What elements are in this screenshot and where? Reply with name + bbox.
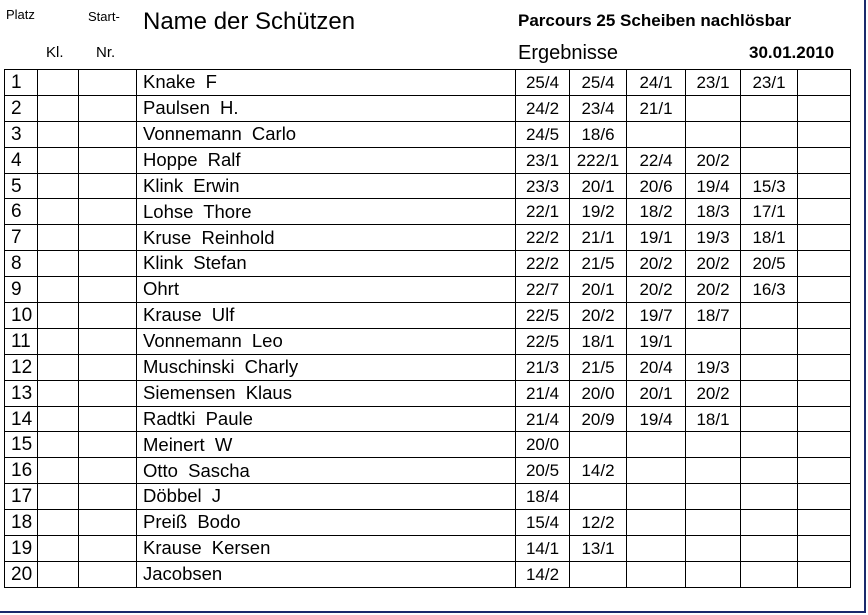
shooter-name-cell: Krause Kersen (137, 536, 516, 562)
result-cell (798, 484, 851, 510)
start-number-cell (79, 303, 137, 329)
result-cell: 19/1 (627, 328, 686, 354)
result-cell: 22/5 (516, 303, 570, 329)
rank-cell: 8 (5, 251, 38, 277)
result-cell (798, 277, 851, 303)
start-number-cell (79, 432, 137, 458)
result-cell: 16/3 (741, 277, 798, 303)
result-cell: 22/2 (516, 225, 570, 251)
start-number-cell (79, 484, 137, 510)
start-number-cell (79, 121, 137, 147)
result-cell: 19/4 (627, 406, 686, 432)
result-cell: 20/2 (686, 277, 741, 303)
shooter-name-cell: Siemensen Klaus (137, 380, 516, 406)
start-number-cell (79, 561, 137, 587)
result-cell: 20/0 (570, 380, 627, 406)
start-number-cell (79, 173, 137, 199)
shooter-name-cell: Radtki Paule (137, 406, 516, 432)
class-cell (38, 251, 79, 277)
result-cell (798, 199, 851, 225)
result-cell: 12/2 (570, 510, 627, 536)
result-cell (798, 173, 851, 199)
result-cell: 25/4 (516, 70, 570, 96)
result-cell (741, 406, 798, 432)
shooter-name-cell: Preiß Bodo (137, 510, 516, 536)
rank-cell: 11 (5, 328, 38, 354)
result-cell (686, 432, 741, 458)
result-cell (741, 147, 798, 173)
table-row (5, 510, 851, 536)
start-number-cell (79, 380, 137, 406)
result-cell: 20/5 (741, 251, 798, 277)
result-cell: 18/1 (570, 328, 627, 354)
result-cell (798, 536, 851, 562)
rank-cell: 14 (5, 406, 38, 432)
result-cell: 23/4 (570, 95, 627, 121)
result-cell: 222/1 (570, 147, 627, 173)
result-cell: 18/1 (686, 406, 741, 432)
result-cell (627, 484, 686, 510)
result-cell (798, 251, 851, 277)
shooter-name-cell: Muschinski Charly (137, 354, 516, 380)
result-cell (686, 328, 741, 354)
result-cell: 20/2 (686, 147, 741, 173)
results-label: Ergebnisse (518, 42, 619, 64)
result-cell: 20/9 (570, 406, 627, 432)
table-row (5, 303, 851, 329)
rank-cell: 7 (5, 225, 38, 251)
result-cell (741, 354, 798, 380)
result-cell: 20/1 (627, 380, 686, 406)
result-cell (686, 484, 741, 510)
result-cell (627, 510, 686, 536)
rank-cell: 1 (5, 70, 38, 96)
start-number-cell (79, 147, 137, 173)
table-row (5, 380, 851, 406)
result-cell: 20/2 (686, 380, 741, 406)
class-cell (38, 510, 79, 536)
result-cell: 18/4 (516, 484, 570, 510)
result-cell: 22/4 (627, 147, 686, 173)
result-cell: 19/3 (686, 354, 741, 380)
result-cell (798, 380, 851, 406)
table-row (5, 199, 851, 225)
result-cell (741, 328, 798, 354)
result-cell: 24/2 (516, 95, 570, 121)
rank-cell: 12 (5, 354, 38, 380)
result-cell (627, 561, 686, 587)
result-cell (741, 121, 798, 147)
result-cell: 20/2 (627, 251, 686, 277)
result-cell: 20/2 (570, 303, 627, 329)
class-cell (38, 225, 79, 251)
result-cell: 14/1 (516, 536, 570, 562)
class-cell (38, 303, 79, 329)
class-cell (38, 121, 79, 147)
result-cell (798, 510, 851, 536)
rank-cell: 16 (5, 458, 38, 484)
result-cell: 23/1 (741, 70, 798, 96)
result-cell (798, 70, 851, 96)
result-cell (798, 406, 851, 432)
result-cell: 15/4 (516, 510, 570, 536)
table-row (5, 251, 851, 277)
shooter-name-cell: Jacobsen (137, 561, 516, 587)
shooter-name-cell: Vonnemann Leo (137, 328, 516, 354)
result-cell: 20/6 (627, 173, 686, 199)
class-cell (38, 95, 79, 121)
rank-cell: 6 (5, 199, 38, 225)
rank-cell: 15 (5, 432, 38, 458)
result-cell: 15/3 (741, 173, 798, 199)
shooter-name-cell: Otto Sascha (137, 458, 516, 484)
class-cell (38, 70, 79, 96)
result-cell (686, 536, 741, 562)
result-cell: 24/1 (627, 70, 686, 96)
table-row (5, 458, 851, 484)
result-cell (627, 432, 686, 458)
result-cell (686, 95, 741, 121)
table-row (5, 328, 851, 354)
shooter-name-cell: Hoppe Ralf (137, 147, 516, 173)
shooter-name-cell: Lohse Thore (137, 199, 516, 225)
result-cell: 19/3 (686, 225, 741, 251)
result-cell: 20/1 (570, 277, 627, 303)
shooter-name-cell: Krause Ulf (137, 303, 516, 329)
result-cell: 13/1 (570, 536, 627, 562)
result-cell: 22/1 (516, 199, 570, 225)
table-row (5, 95, 851, 121)
result-cell (741, 536, 798, 562)
start-number-cell (79, 225, 137, 251)
result-cell: 23/1 (516, 147, 570, 173)
result-cell: 18/2 (627, 199, 686, 225)
result-cell: 18/6 (570, 121, 627, 147)
result-cell: 14/2 (516, 561, 570, 587)
shooter-name-cell: Klink Erwin (137, 173, 516, 199)
result-cell (627, 458, 686, 484)
table-row (5, 121, 851, 147)
class-cell (38, 536, 79, 562)
result-cell: 20/2 (686, 251, 741, 277)
result-cell (570, 561, 627, 587)
result-cell: 19/2 (570, 199, 627, 225)
result-cell (741, 510, 798, 536)
result-cell (741, 458, 798, 484)
result-cell: 23/3 (516, 173, 570, 199)
result-cell (798, 121, 851, 147)
result-cell: 22/2 (516, 251, 570, 277)
table-row (5, 277, 851, 303)
result-cell: 24/5 (516, 121, 570, 147)
start-number-cell (79, 354, 137, 380)
result-cell: 18/1 (741, 225, 798, 251)
result-cell: 20/0 (516, 432, 570, 458)
result-cell: 20/1 (570, 173, 627, 199)
result-cell (741, 561, 798, 587)
class-cell (38, 484, 79, 510)
result-cell: 21/4 (516, 406, 570, 432)
table-row (5, 225, 851, 251)
shooter-name-cell: Klink Stefan (137, 251, 516, 277)
result-cell (741, 432, 798, 458)
result-cell (798, 303, 851, 329)
shooter-name-cell: Döbbel J (137, 484, 516, 510)
class-cell (38, 173, 79, 199)
result-cell: 20/2 (627, 277, 686, 303)
start-number-cell (79, 328, 137, 354)
result-cell: 21/1 (570, 225, 627, 251)
rank-cell: 10 (5, 303, 38, 329)
rank-cell: 4 (5, 147, 38, 173)
table-row (5, 561, 851, 587)
result-cell (798, 147, 851, 173)
result-cell: 19/4 (686, 173, 741, 199)
result-cell (798, 95, 851, 121)
header-kl: Kl. (46, 44, 64, 61)
result-cell (741, 303, 798, 329)
result-cell: 21/1 (627, 95, 686, 121)
result-cell (741, 484, 798, 510)
result-cell (798, 561, 851, 587)
result-cell (741, 380, 798, 406)
class-cell (38, 328, 79, 354)
header-platz: Platz (6, 7, 35, 22)
rank-cell: 2 (5, 95, 38, 121)
rank-cell: 20 (5, 561, 38, 587)
result-cell (686, 561, 741, 587)
result-cell (798, 225, 851, 251)
class-cell (38, 406, 79, 432)
result-cell: 19/1 (627, 225, 686, 251)
result-cell: 21/5 (570, 354, 627, 380)
result-cell (570, 484, 627, 510)
class-cell (38, 561, 79, 587)
table-row (5, 70, 851, 96)
result-cell (570, 432, 627, 458)
rank-cell: 18 (5, 510, 38, 536)
result-cell: 22/5 (516, 328, 570, 354)
result-cell: 21/5 (570, 251, 627, 277)
class-cell (38, 432, 79, 458)
result-cell (798, 458, 851, 484)
class-cell (38, 458, 79, 484)
start-number-cell (79, 251, 137, 277)
class-cell (38, 277, 79, 303)
start-number-cell (79, 510, 137, 536)
result-cell (627, 536, 686, 562)
result-cell (798, 354, 851, 380)
header-nr: Nr. (96, 44, 116, 61)
result-cell (686, 458, 741, 484)
table-row (5, 432, 851, 458)
table-row (5, 536, 851, 562)
start-number-cell (79, 406, 137, 432)
result-cell (686, 121, 741, 147)
table-row (5, 484, 851, 510)
result-cell: 23/1 (686, 70, 741, 96)
result-cell: 18/7 (686, 303, 741, 329)
result-cell: 18/3 (686, 199, 741, 225)
shooter-name-cell: Ohrt (137, 277, 516, 303)
event-date: 30.01.2010 (749, 43, 835, 62)
result-cell (686, 510, 741, 536)
table-row (5, 147, 851, 173)
result-cell: 20/4 (627, 354, 686, 380)
result-cell: 17/1 (741, 199, 798, 225)
rank-cell: 17 (5, 484, 38, 510)
shooter-name-cell: Meinert W (137, 432, 516, 458)
result-cell: 14/2 (570, 458, 627, 484)
start-number-cell (79, 95, 137, 121)
result-cell (798, 328, 851, 354)
class-cell (38, 380, 79, 406)
result-cell: 22/7 (516, 277, 570, 303)
class-cell (38, 147, 79, 173)
rank-cell: 9 (5, 277, 38, 303)
start-number-cell (79, 70, 137, 96)
table-row (5, 406, 851, 432)
class-cell (38, 354, 79, 380)
start-number-cell (79, 536, 137, 562)
shooter-name-cell: Paulsen H. (137, 95, 516, 121)
results-table (4, 69, 851, 588)
result-cell: 21/4 (516, 380, 570, 406)
result-cell (798, 432, 851, 458)
header-start: Start- (88, 9, 120, 24)
result-cell: 21/3 (516, 354, 570, 380)
start-number-cell (79, 199, 137, 225)
rank-cell: 3 (5, 121, 38, 147)
rank-cell: 5 (5, 173, 38, 199)
shooter-name-cell: Knake F (137, 70, 516, 96)
table-row (5, 173, 851, 199)
table-row (5, 354, 851, 380)
result-cell: 20/5 (516, 458, 570, 484)
result-cell: 25/4 (570, 70, 627, 96)
class-cell (38, 199, 79, 225)
start-number-cell (79, 277, 137, 303)
result-cell: 19/7 (627, 303, 686, 329)
result-cell (741, 95, 798, 121)
start-number-cell (79, 458, 137, 484)
result-cell (627, 121, 686, 147)
rank-cell: 13 (5, 380, 38, 406)
page-title: Name der Schützen (143, 8, 356, 35)
rank-cell: 19 (5, 536, 38, 562)
shooter-name-cell: Kruse Reinhold (137, 225, 516, 251)
shooter-name-cell: Vonnemann Carlo (137, 121, 516, 147)
event-title: Parcours 25 Scheiben nachlösbar (518, 11, 792, 30)
